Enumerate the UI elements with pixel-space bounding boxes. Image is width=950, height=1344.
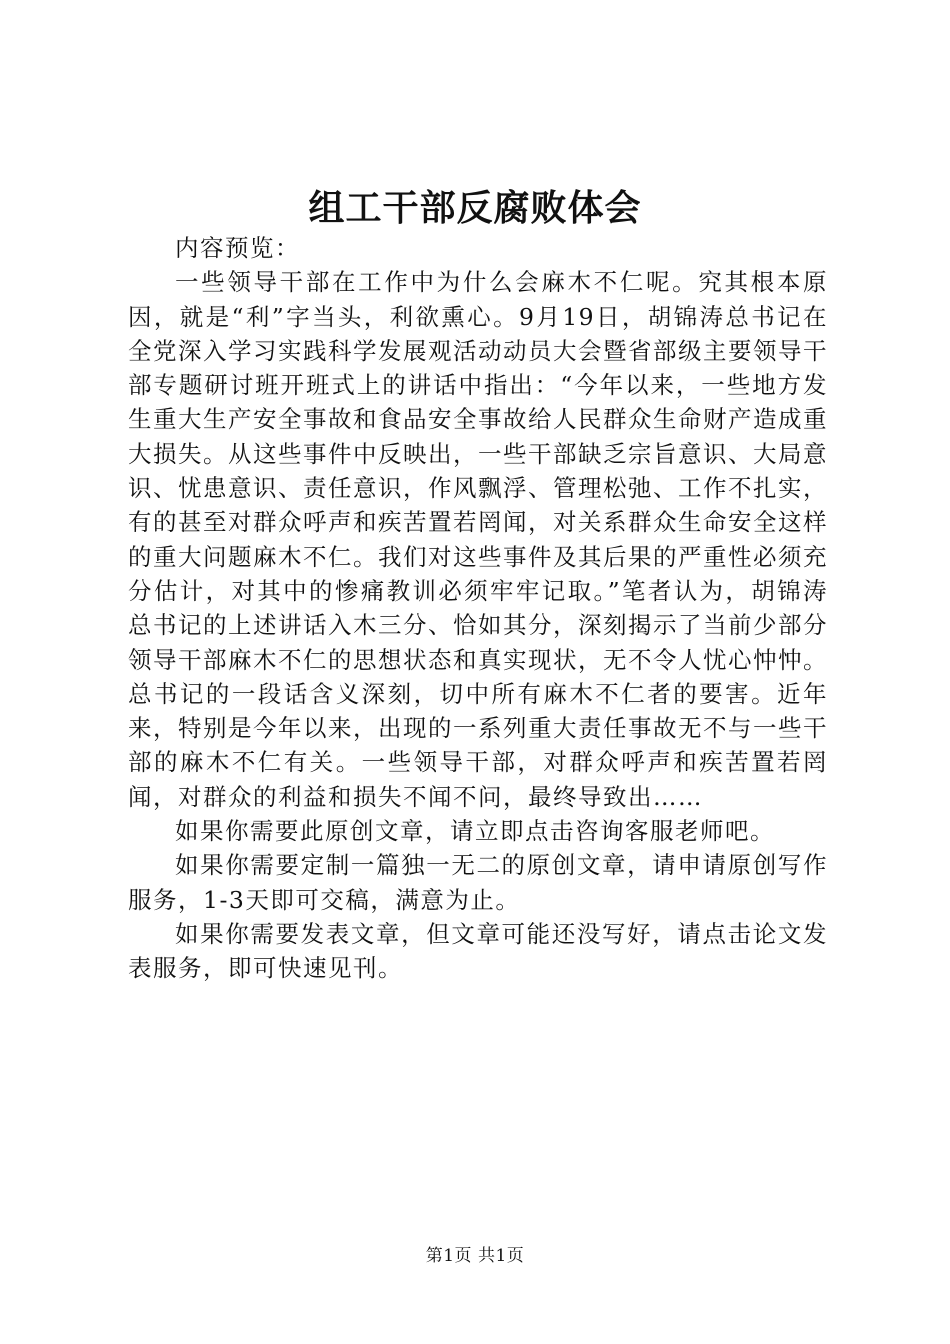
body-paragraph: 一些领导干部在工作中为什么会麻木不仁呢。究其根本原因，就是“利”字当头，利欲熏心。9月19日，胡锦涛总书记在全党深入学习实践科学发展观活动动员大会暨省部级主要领导干部专题研讨班开班式上的讲话中指出：“今年以来，一些地方发生重大生产安全事故和食品安全事故给人民群众生命财产造成重大损失。从这些事件中反映出，一些干部缺乏宗旨意识、大局意识、忧患意识、责任意识，作风飘浮、管理松弛、工作不扎实，有的甚至对群众呼声和疾苦置若罔闻，对关系群众生命安全这样的重大问题麻木不仁。我们对这些事件及其后果的严重性必须充分估计，对其中的惨痛教训必须牢牢记取。”笔者认为，胡锦涛总书记的上述讲话入木三分、恰如其分，深刻揭示了当前少部分领导干部麻木不仁的思想状态和真实现状，无不令人忧心忡忡。总书记的一段话含义深刻，切中所有麻木不仁者的要害。近年来，特别是今年以来，出现的一系列重大责任事故无不与一些干部的麻木不仁有关。一些领导干部，对群众呼声和疾苦置若罔闻，对群众的利益和损失不闻不问，最终导致出……: [128, 268, 828, 811]
notice-original-article[interactable]: 如果你需要此原创文章，请立即点击咨询客服老师吧。: [175, 817, 775, 846]
notice-custom-writing[interactable]: 如果你需要定制一篇独一无二的原创文章，请申请原创写作服务，1-3天即可交稿，满意为止。: [128, 851, 828, 914]
document-content: [128, 231, 828, 986]
preview-label: 内容预览：: [175, 234, 300, 262]
document-title: 组工干部反腐败体会: [308, 187, 642, 229]
notice-publish-service[interactable]: 如果你需要发表文章，但文章可能还没写好，请点击论文发表服务，即可快速见刊。: [128, 919, 828, 983]
page-number-footer: 第1页 共1页: [425, 1246, 525, 1266]
